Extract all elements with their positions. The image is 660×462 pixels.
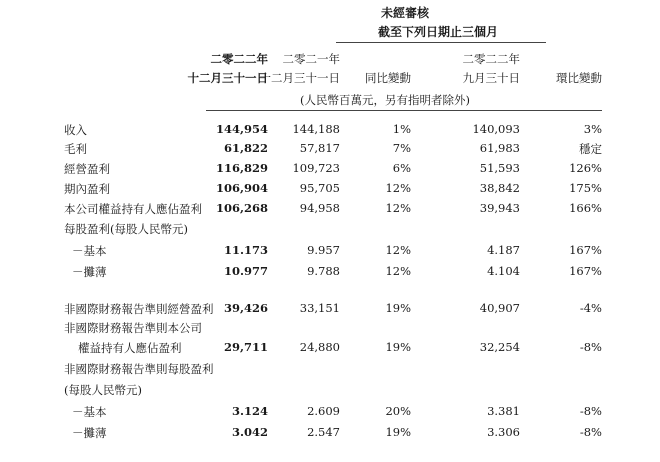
table-row [0,264,660,282]
row-value-col2: 95,705 [299,181,340,195]
row-label: －基本 [72,244,107,258]
row-value-col5: 167% [569,243,602,257]
row-value-col1: 3.042 [231,425,268,439]
row-value-col4: 4.104 [487,264,520,278]
row-label: 收入 [64,123,87,137]
row-value-col3: 19% [385,340,411,354]
table-row [0,361,660,379]
table-row [0,161,660,179]
table-row [0,141,660,159]
row-value-col3: 19% [385,425,411,439]
row-label: 毛利 [64,142,87,156]
col3-line2: 同比變動 [365,71,411,85]
col4-line1: 二零二二年 [462,52,520,66]
row-value-col1: 3.124 [231,404,268,418]
row-value-col2: 94,958 [299,201,340,215]
row-value-col3: 20% [385,404,411,418]
row-value-col5: 167% [569,264,602,278]
row-value-col2: 9.957 [307,243,340,257]
col1-line1: 二零二二年 [210,52,268,66]
row-value-col1: 11.173 [223,243,268,257]
row-value-col5: 166% [569,201,602,215]
row-value-col5: 3% [583,122,602,136]
row-value-col2: 109,723 [292,161,340,175]
table-row [0,301,660,319]
header-title: 未經審核 [380,6,430,20]
row-value-col1: 116,829 [215,161,268,175]
row-value-col3: 7% [392,141,411,155]
row-label: 非國際財務報告準則經營盈利 [64,302,214,316]
table-row [0,320,660,338]
row-value-col1: 144,954 [215,122,268,136]
table-row [0,243,660,261]
row-label: 非國際財務報告準則本公司 [64,321,202,335]
row-value-col2: 57,817 [299,141,340,155]
col2-line1: 二零二一年 [282,52,340,66]
table-row [0,340,660,358]
col2-line2: 十二月三十一日 [259,71,340,85]
row-label: －基本 [72,405,107,419]
row-label: －攤薄 [72,265,107,279]
table-row [0,221,660,239]
row-value-col4: 3.306 [487,425,520,439]
header-underline [336,42,546,43]
row-value-col3: 6% [392,161,411,175]
row-value-col3: 12% [385,201,411,215]
row-value-col5: -8% [579,340,602,354]
row-label: (每股人民幣元) [64,383,142,397]
row-value-col2: 2.547 [307,425,340,439]
row-value-col3: 12% [385,264,411,278]
row-label: 每股盈利(每股人民幣元) [64,222,188,236]
table-row [0,181,660,199]
table-row [0,382,660,400]
row-label: 經營盈利 [64,162,110,176]
table-row [0,122,660,140]
row-value-col1: 39,426 [223,301,268,315]
row-value-col4: 32,254 [479,340,520,354]
row-value-col2: 24,880 [299,340,340,354]
row-value-col1: 106,904 [215,181,268,195]
row-value-col1: 106,268 [215,201,268,215]
row-value-col5: 穩定 [579,142,602,156]
row-value-col5: 175% [569,181,602,195]
row-label: 本公司權益持有人應佔盈利 [64,202,202,216]
row-value-col4: 61,983 [479,141,520,155]
col5-line2: 環比變動 [556,71,602,85]
row-value-col5: -8% [579,425,602,439]
table-row [0,425,660,443]
row-label: －攤薄 [72,426,107,440]
row-value-col2: 33,151 [299,301,340,315]
row-value-col5: 126% [569,161,602,175]
row-value-col2: 144,188 [292,122,340,136]
row-label: 非國際財務報告準則每股盈利 [64,362,214,376]
row-value-col3: 19% [385,301,411,315]
row-value-col3: 1% [392,122,411,136]
row-value-col1: 29,711 [223,340,268,354]
row-label: 期內盈利 [64,182,110,196]
table-row [0,404,660,422]
row-value-col4: 4.187 [487,243,520,257]
row-value-col2: 2.609 [307,404,340,418]
table-row [0,201,660,219]
unit-underline [206,110,602,111]
row-value-col5: -8% [579,404,602,418]
row-value-col4: 39,943 [479,201,520,215]
header-subtitle: 截至下列日期止三個月 [377,25,499,39]
row-value-col4: 40,907 [479,301,520,315]
row-value-col1: 10.977 [223,264,268,278]
row-value-col4: 38,842 [479,181,520,195]
row-value-col3: 12% [385,181,411,195]
row-value-col5: -4% [579,301,602,315]
col1-line2: 十二月三十一日 [187,71,268,85]
row-value-col4: 3.381 [487,404,520,418]
row-value-col4: 140,093 [472,122,520,136]
row-value-col1: 61,822 [223,141,268,155]
col4-line2: 九月三十日 [462,71,520,85]
row-value-col2: 9.788 [307,264,340,278]
unit-note: (人民幣百萬元，另有指明者除外) [300,93,470,107]
row-value-col4: 51,593 [479,161,520,175]
row-value-col3: 12% [385,243,411,257]
row-label: 權益持有人應佔盈利 [78,341,182,355]
